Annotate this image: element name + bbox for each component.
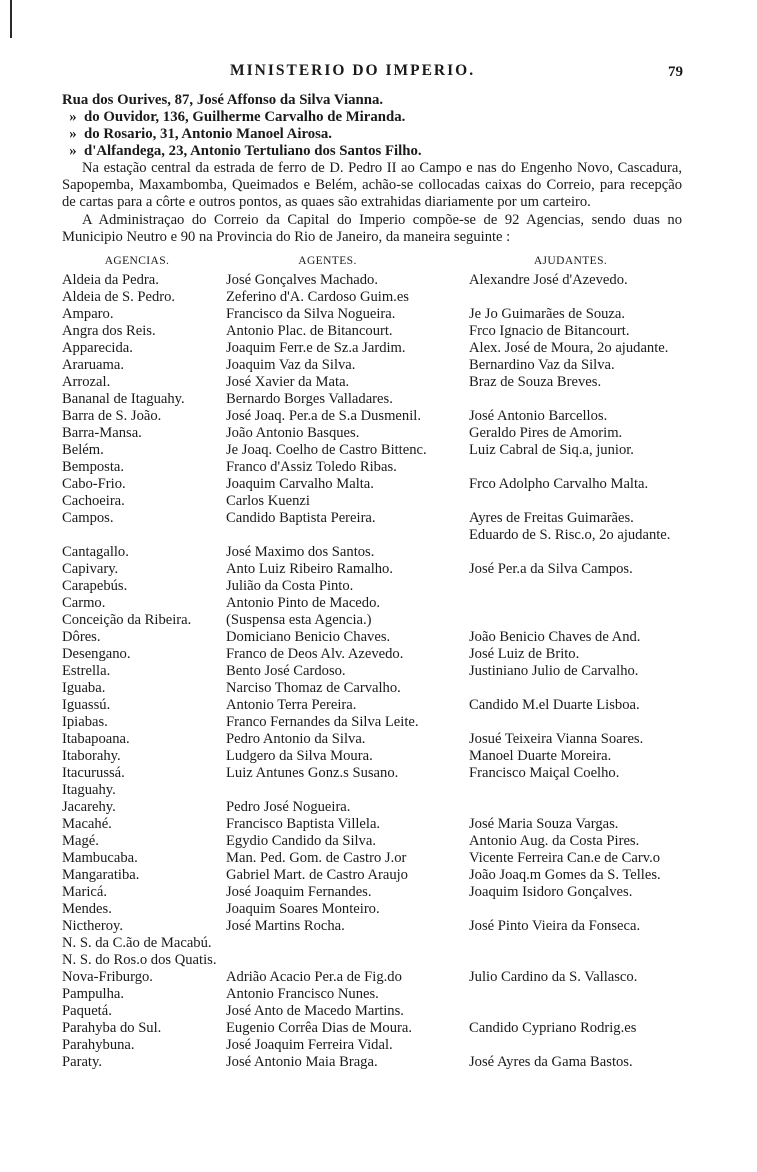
agente-cell: Joaquim Vaz da Silva. <box>226 357 356 373</box>
agencia-cell: Barra-Mansa. <box>62 425 142 441</box>
agente-cell: Je Joaq. Coelho de Castro Bittenc. <box>226 442 427 458</box>
ajudante-cell: Geraldo Pires de Amorim. <box>469 425 623 441</box>
agencia-cell: Carmo. <box>62 595 106 611</box>
table-row <box>62 765 682 782</box>
table-row <box>62 340 682 357</box>
agente-cell: Antonio Pinto de Macedo. <box>226 595 381 611</box>
ditto-mark: » <box>69 126 77 142</box>
agencia-cell: Araruama. <box>62 357 124 373</box>
agente-cell: Pedro José Nogueira. <box>226 799 351 815</box>
ajudante-cell: José Luiz de Brito. <box>469 646 580 662</box>
agencia-cell: Iguaba. <box>62 680 106 696</box>
binding-mark <box>10 0 12 38</box>
table-row <box>62 714 682 731</box>
table-row <box>62 442 682 459</box>
agencia-cell: Nictheroy. <box>62 918 124 934</box>
address-list <box>62 92 682 160</box>
running-header <box>62 62 682 92</box>
table-row <box>62 663 682 680</box>
agencia-cell: Parahybuna. <box>62 1037 135 1053</box>
ajudante-cell <box>469 493 682 510</box>
agente-cell <box>226 935 469 952</box>
table-row <box>62 561 682 578</box>
ajudante-cell <box>469 1037 682 1054</box>
agencia-cell: Aldeia da Pedra. <box>62 272 159 288</box>
agencia-cell: Arrozal. <box>62 374 111 390</box>
address-text: do Ouvidor, 136, Guilherme Carvalho de Miranda. <box>84 109 406 125</box>
agencia-cell: Mendes. <box>62 901 112 917</box>
table-row <box>62 952 682 969</box>
address-text: d'Alfandega, 23, Antonio Tertuliano dos Santos Filho. <box>84 143 422 159</box>
table-row <box>62 697 682 714</box>
agencia-cell: Bemposta. <box>62 459 125 475</box>
agente-cell: Joaquim Soares Monteiro. <box>226 901 380 917</box>
ajudante-cell: Joaquim Isidoro Gonçalves. <box>469 884 633 900</box>
agencia-cell: Macahé. <box>62 816 112 832</box>
table-row <box>62 527 682 544</box>
agencia-cell: N. S. da C.ão de Macabú. <box>62 935 212 951</box>
table-row <box>62 493 682 510</box>
ajudante-cell <box>469 578 682 595</box>
agente-cell: Franco de Deos Alv. Azevedo. <box>226 646 404 662</box>
agente-cell: Antonio Terra Pereira. <box>226 697 357 713</box>
agencia-cell: Itaguahy. <box>62 782 116 798</box>
agente-cell: José Gonçalves Machado. <box>226 272 378 288</box>
ajudante-cell <box>469 714 682 731</box>
ajudante-cell: José Per.a da Silva Campos. <box>469 561 633 577</box>
table-row <box>62 782 682 799</box>
agente-cell: Bento José Cardoso. <box>226 663 346 679</box>
agente-cell: João Antonio Basques. <box>226 425 360 441</box>
agente-cell: Francisco Baptista Villela. <box>226 816 381 832</box>
ajudante-cell: José Pinto Vieira da Fonseca. <box>469 918 641 934</box>
paragraph-administracao: A Administraçao do Correio da Capital do Imperio compõe-se de 92 Agencias, sendo duas no Municipio Neutro e 90 na Provincia do Rio de Janeiro, da maneira seguinte : <box>62 212 682 245</box>
agente-cell <box>226 527 469 544</box>
agencia-cell: Angra dos Reis. <box>62 323 156 339</box>
agencia-cell: Campos. <box>62 510 114 526</box>
table-row <box>62 935 682 952</box>
table-row <box>62 1037 682 1054</box>
page-number: 79 <box>668 64 683 80</box>
agente-cell: Antonio Francisco Nunes. <box>226 986 379 1002</box>
agente-cell: Zeferino d'A. Cardoso Guim.es <box>226 289 409 305</box>
ajudante-cell <box>469 544 682 561</box>
table-row <box>62 544 682 561</box>
agencia-cell: Cantagallo. <box>62 544 129 560</box>
agente-cell: Gabriel Mart. de Castro Araujo <box>226 867 408 883</box>
ajudante-cell: Ayres de Freitas Guimarães. <box>469 510 634 526</box>
ajudante-cell: Antonio Aug. da Costa Pires. <box>469 833 640 849</box>
agencia-cell: Desengano. <box>62 646 131 662</box>
ajudante-cell: Bernardino Vaz da Silva. <box>469 357 615 373</box>
ajudante-cell <box>469 782 682 799</box>
ajudante-cell <box>469 1003 682 1020</box>
agente-cell: Egydio Candido da Silva. <box>226 833 376 849</box>
agente-cell <box>226 782 469 799</box>
agencia-cell: Belém. <box>62 442 104 458</box>
ajudante-cell: José Maria Souza Vargas. <box>469 816 619 832</box>
agencia-cell <box>62 527 226 544</box>
table-row <box>62 867 682 884</box>
ajudante-cell <box>469 935 682 952</box>
header-agencias: AGENCIAS. <box>104 255 170 267</box>
table-row <box>62 357 682 374</box>
agente-cell: José Joaquim Fernandes. <box>226 884 372 900</box>
table-row <box>62 306 682 323</box>
agencia-cell: Mambucaba. <box>62 850 138 866</box>
table-row <box>62 884 682 901</box>
agencia-cell: N. S. do Ros.o dos Quatis. <box>62 952 217 968</box>
table-row <box>62 901 682 918</box>
agente-cell: Narciso Thomaz de Carvalho. <box>226 680 401 696</box>
table-row <box>62 289 682 306</box>
agencia-cell: Amparo. <box>62 306 114 322</box>
table-row <box>62 748 682 765</box>
ajudante-cell: Alex. José de Moura, 2o ajudante. <box>469 340 669 356</box>
ajudante-cell: Vicente Ferreira Can.e de Carv.o <box>469 850 661 866</box>
paragraph-caixas-correio: Na estação central da estrada de ferro de D. Pedro II ao Campo e nas do Engenho Novo, Cascadura, Sapopemba, Maxambomba, Queimados e Belém, achão-se collocadas caixas do Correio, para recepção de cartas para a côrte e outros pontos, as quaes são extrahidas diariamente por um carteiro. <box>62 160 682 210</box>
ajudante-cell: Julio Cardino da S. Vallasco. <box>469 969 638 985</box>
table-row <box>62 578 682 595</box>
table-row <box>62 272 682 289</box>
agencia-cell: Dôres. <box>62 629 101 645</box>
ajudante-cell <box>469 459 682 476</box>
ajudante-cell: Frco Ignacio de Bitancourt. <box>469 323 630 339</box>
agente-cell: José Joaq. Per.a de S.a Dusmenil. <box>226 408 421 424</box>
ajudante-cell <box>469 952 682 969</box>
agencia-cell: Ipiabas. <box>62 714 108 730</box>
agencia-cell: Conceição da Ribeira. <box>62 612 192 628</box>
table-row <box>62 459 682 476</box>
agencia-cell: Apparecida. <box>62 340 133 356</box>
ajudante-cell: Eduardo de S. Risc.o, 2o ajudante. <box>469 527 671 543</box>
table-row <box>62 1020 682 1037</box>
address-line <box>62 92 682 109</box>
table-row <box>62 391 682 408</box>
ditto-mark: » <box>69 143 77 159</box>
ajudante-cell <box>469 986 682 1003</box>
table-row <box>62 833 682 850</box>
ajudante-cell: Luiz Cabral de Siq.a, junior. <box>469 442 634 458</box>
agente-cell: Bernardo Borges Valladares. <box>226 391 393 407</box>
ajudante-cell: Braz de Souza Breves. <box>469 374 602 390</box>
ajudante-cell: Candido M.el Duarte Lisboa. <box>469 697 640 713</box>
address-text: do Rosario, 31, Antonio Manoel Airosa. <box>84 126 333 142</box>
table-row <box>62 918 682 935</box>
ajudante-cell <box>469 799 682 816</box>
ditto-mark: » <box>69 109 77 125</box>
table-row <box>62 374 682 391</box>
table-header <box>62 250 682 272</box>
agente-cell: Candido Baptista Pereira. <box>226 510 376 526</box>
agente-cell: Ludgero da Silva Moura. <box>226 748 373 764</box>
table-row <box>62 816 682 833</box>
ajudante-cell: José Antonio Barcellos. <box>469 408 608 424</box>
address-line <box>62 126 682 143</box>
agencia-cell: Paquetá. <box>62 1003 112 1019</box>
agencia-cell: Cachoeira. <box>62 493 125 509</box>
address-text: Rua dos Ourives, 87, José Affonso da Silva Vianna. <box>62 92 384 108</box>
agente-cell: Eugenio Corrêa Dias de Moura. <box>226 1020 413 1036</box>
agencia-cell: Barra de S. João. <box>62 408 162 424</box>
agencia-cell: Estrella. <box>62 663 111 679</box>
agente-cell: Luiz Antunes Gonz.s Susano. <box>226 765 399 781</box>
table-row <box>62 425 682 442</box>
address-line <box>62 143 682 160</box>
ajudante-cell <box>469 612 682 629</box>
agente-cell: Anto Luiz Ribeiro Ramalho. <box>226 561 393 577</box>
agente-cell: Joaquim Carvalho Malta. <box>226 476 374 492</box>
agencia-cell: Paraty. <box>62 1054 102 1070</box>
agencia-cell: Jacarehy. <box>62 799 116 815</box>
agente-cell: (Suspensa esta Agencia.) <box>226 612 372 628</box>
table-row <box>62 408 682 425</box>
table-row <box>62 850 682 867</box>
table-row <box>62 595 682 612</box>
header-agentes: AGENTES. <box>298 255 357 267</box>
agencia-cell: Mangaratiba. <box>62 867 140 883</box>
agencia-cell: Itaborahy. <box>62 748 121 764</box>
ajudante-cell: Justiniano Julio de Carvalho. <box>469 663 639 679</box>
agencia-cell: Pampulha. <box>62 986 125 1002</box>
agente-cell: Francisco da Silva Nogueira. <box>226 306 396 322</box>
agente-cell: Franco Fernandes da Silva Leite. <box>226 714 419 730</box>
ajudante-cell <box>469 901 682 918</box>
agente-cell: Joaquim Ferr.e de Sz.a Jardim. <box>226 340 406 356</box>
table-row <box>62 629 682 646</box>
ajudante-cell: Je Jo Guimarães de Souza. <box>469 306 626 322</box>
header-ajudantes: AJUDANTES. <box>533 255 608 267</box>
agente-cell: Franco d'Assiz Toledo Ribas. <box>226 459 397 475</box>
agente-cell: José Antonio Maia Braga. <box>226 1054 378 1070</box>
address-line <box>62 109 682 126</box>
ajudante-cell <box>469 680 682 697</box>
agente-cell: José Anto de Macedo Martins. <box>226 1003 404 1019</box>
agente-cell: Man. Ped. Gom. de Castro J.or <box>226 850 407 866</box>
agencia-cell: Capivary. <box>62 561 119 577</box>
ajudante-cell <box>469 595 682 612</box>
agente-cell: Pedro Antonio da Silva. <box>226 731 366 747</box>
agencia-cell: Bananal de Itaguahy. <box>62 391 185 407</box>
ajudante-cell: José Ayres da Gama Bastos. <box>469 1054 633 1070</box>
agencia-cell: Parahyba do Sul. <box>62 1020 162 1036</box>
table-row <box>62 1054 682 1071</box>
ajudante-cell <box>469 289 682 306</box>
ajudante-cell: Manoel Duarte Moreira. <box>469 748 612 764</box>
agencias-table <box>62 250 682 1071</box>
ajudante-cell: João Benicio Chaves de And. <box>469 629 641 645</box>
agencia-cell: Cabo-Frio. <box>62 476 126 492</box>
table-row <box>62 510 682 527</box>
agente-cell: Domiciano Benicio Chaves. <box>226 629 391 645</box>
agencia-cell: Aldeia de S. Pedro. <box>62 289 176 305</box>
running-title: MINISTERIO DO IMPERIO. <box>230 62 476 79</box>
agente-cell: Adrião Acacio Per.a de Fig.do <box>226 969 402 985</box>
table-row <box>62 476 682 493</box>
agente-cell: José Maximo dos Santos. <box>226 544 375 560</box>
agencia-cell: Magé. <box>62 833 99 849</box>
table-row <box>62 799 682 816</box>
ajudante-cell: Frco Adolpho Carvalho Malta. <box>469 476 649 492</box>
agencia-cell: Nova-Friburgo. <box>62 969 153 985</box>
table-row <box>62 646 682 663</box>
agencia-cell: Itabapoana. <box>62 731 130 747</box>
ajudante-cell <box>469 391 682 408</box>
ajudante-cell: Francisco Maiçal Coelho. <box>469 765 620 781</box>
agente-cell: José Joaquim Ferreira Vidal. <box>226 1037 393 1053</box>
table-row <box>62 969 682 986</box>
page <box>62 62 682 1071</box>
table-row <box>62 731 682 748</box>
table-row <box>62 1003 682 1020</box>
agencia-cell: Iguassú. <box>62 697 111 713</box>
agencia-cell: Maricá. <box>62 884 107 900</box>
agencia-cell: Carapebús. <box>62 578 128 594</box>
ajudante-cell: Josué Teixeira Vianna Soares. <box>469 731 644 747</box>
table-row <box>62 323 682 340</box>
agencia-cell: Itacurussá. <box>62 765 125 781</box>
table-body <box>62 272 682 1071</box>
ajudante-cell: Candido Cypriano Rodrig.es <box>469 1020 637 1036</box>
agente-cell: José Martins Rocha. <box>226 918 345 934</box>
agente-cell: Antonio Plac. de Bitancourt. <box>226 323 393 339</box>
table-row <box>62 680 682 697</box>
agente-cell <box>226 952 469 969</box>
agente-cell: Julião da Costa Pinto. <box>226 578 354 594</box>
ajudante-cell: Alexandre José d'Azevedo. <box>469 272 628 288</box>
agente-cell: Carlos Kuenzi <box>226 493 310 509</box>
ajudante-cell: João Joaq.m Gomes da S. Telles. <box>469 867 661 883</box>
agente-cell: José Xavier da Mata. <box>226 374 350 390</box>
table-row <box>62 986 682 1003</box>
table-row <box>62 612 682 629</box>
